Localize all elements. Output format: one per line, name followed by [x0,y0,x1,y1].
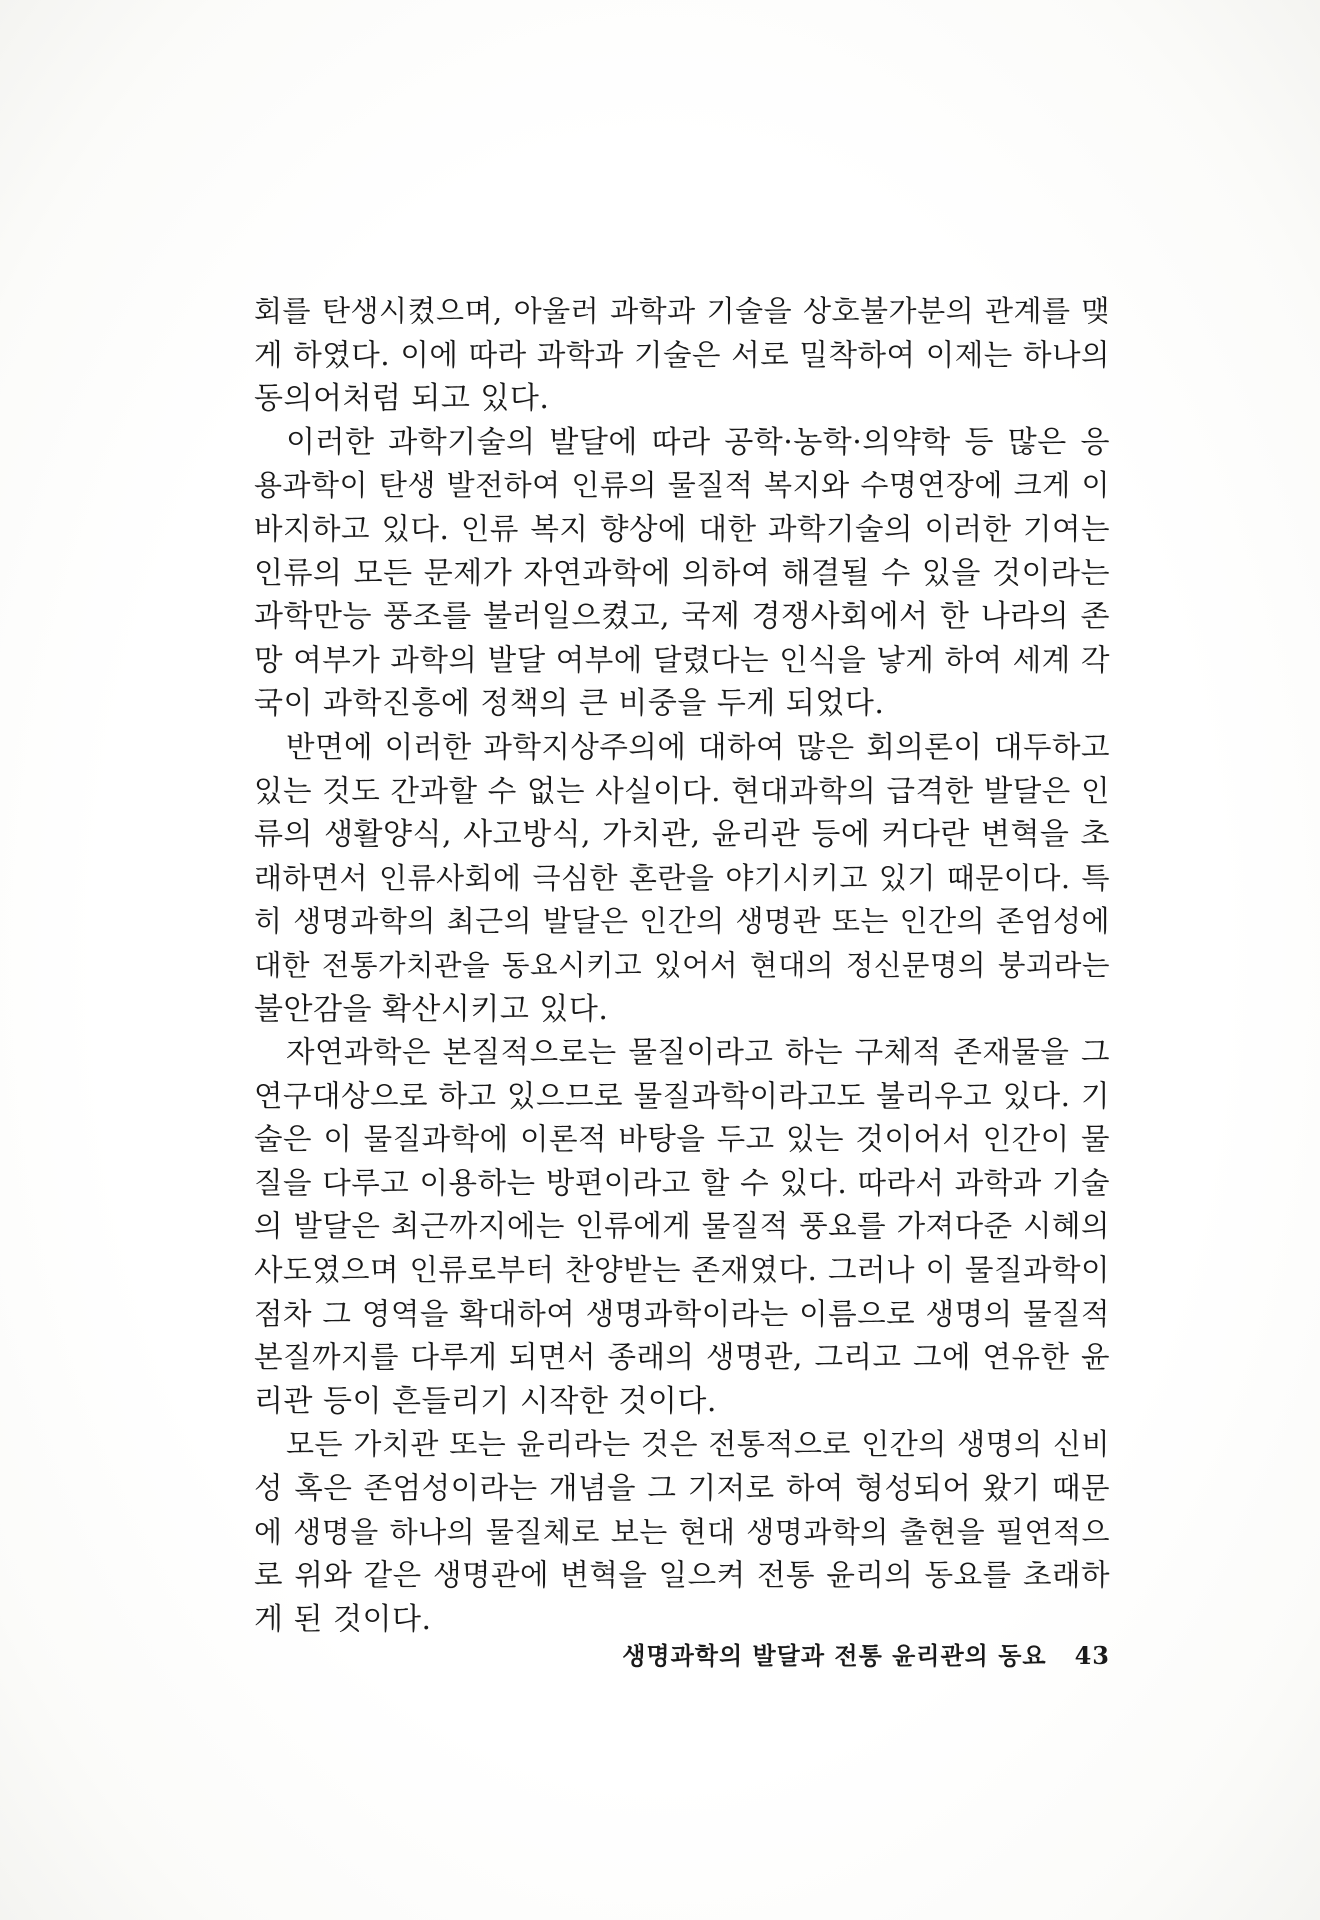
text-line: 국이 과학진흥에 정책의 큰 비중을 두게 되었다. [254,686,885,722]
running-title: 생명과학의 발달과 전통 윤리관의 동요 [622,1641,1047,1670]
text-line: 히 생명과학의 최근의 발달은 인간의 생명관 또는 인간의 존엄성에 [254,904,1110,939]
text-line: 반면에 이러한 과학지상주의에 대하여 많은 회의론이 대두하고 [286,729,1110,764]
paragraph [222,1031,1110,1423]
text-line: 이러한 과학기술의 발달에 따라 공학·농학·의약학 등 많은 응 [286,424,1110,460]
text-line: 인류의 모든 문제가 자연과학에 의하여 해결될 수 있을 것이라는 [254,555,1110,591]
text-line: 질을 다루고 이용하는 방편이라고 할 수 있다. 따라서 과학과 기술 [254,1165,1110,1200]
text-line: 자연과학은 본질적으로는 물질이라고 하는 구체적 존재물을 그 [286,1035,1110,1070]
paragraph [222,290,1110,421]
text-line: 사도였으며 인류로부터 찬양받는 존재였다. 그러나 이 물질과학이 [254,1253,1110,1288]
text-line: 망 여부가 과학의 발달 여부에 달렸다는 인식을 낳게 하여 세계 각 [254,642,1110,677]
text-line: 바지하고 있다. 인류 복지 향상에 대한 과학기술의 이러한 기여는 [254,511,1110,546]
text-line: 로 위와 같은 생명관에 변혁을 일으켜 전통 윤리의 동요를 초래하 [254,1558,1110,1593]
text-line: 있는 것도 간과할 수 없는 사실이다. 현대과학의 급격한 발달은 인 [254,773,1110,808]
text-line: 연구대상으로 하고 있으므로 물질과학이라고도 불리우고 있다. 기 [254,1078,1110,1113]
text-line: 불안감을 확산시키고 있다. [254,991,609,1027]
text-line: 용과학이 탄생 발전하여 인류의 물질적 복지와 수명연장에 크게 이 [254,468,1110,503]
text-line: 회를 탄생시켰으며, 아울러 과학과 기술을 상호불가분의 관계를 맺 [254,294,1110,328]
text-line: 게 하였다. 이에 따라 과학과 기술은 서로 밀착하여 이제는 하나의 [254,337,1110,372]
running-footer [222,1636,1110,1671]
text-line: 모든 가치관 또는 윤리라는 것은 전통적으로 인간의 생명의 신비 [286,1427,1110,1462]
text-line: 래하면서 인류사회에 극심한 혼란을 야기시키고 있기 때문이다. 특 [254,860,1110,895]
paragraph [222,421,1110,726]
text-line: 점차 그 영역을 확대하여 생명과학이라는 이름으로 생명의 물질적 [254,1296,1110,1331]
body-text [222,290,1110,1641]
text-line: 류의 생활양식, 사고방식, 가치관, 윤리관 등에 커다란 변혁을 초 [254,817,1110,853]
text-line: 게 된 것이다. [254,1601,432,1637]
text-line: 본질까지를 다루게 되면서 종래의 생명관, 그리고 그에 연유한 윤 [254,1340,1110,1375]
text-line: 동의어처럼 되고 있다. [254,381,550,417]
paragraph [222,726,1110,1031]
text-line: 에 생명을 하나의 물질체로 보는 현대 생명과학의 출현을 필연적으 [254,1514,1110,1549]
text-line: 대한 전통가치관을 동요시키고 있어서 현대의 정신문명의 붕괴라는 [254,948,1110,982]
page-number: 43 [1074,1641,1110,1670]
text-line: 리관 등이 흔들리기 시작한 것이다. [254,1383,717,1419]
text-line: 과학만능 풍조를 불러일으켰고, 국제 경쟁사회에서 한 나라의 존 [254,599,1110,635]
text-line: 술은 이 물질과학에 이론적 바탕을 두고 있는 것이어서 인간이 물 [254,1122,1110,1157]
paragraph [222,1423,1110,1641]
text-line: 의 발달은 최근까지에는 인류에게 물질적 풍요를 가져다준 시혜의 [254,1209,1110,1244]
text-line: 성 혹은 존엄성이라는 개념을 그 기저로 하여 형성되어 왔기 때문 [254,1471,1110,1506]
